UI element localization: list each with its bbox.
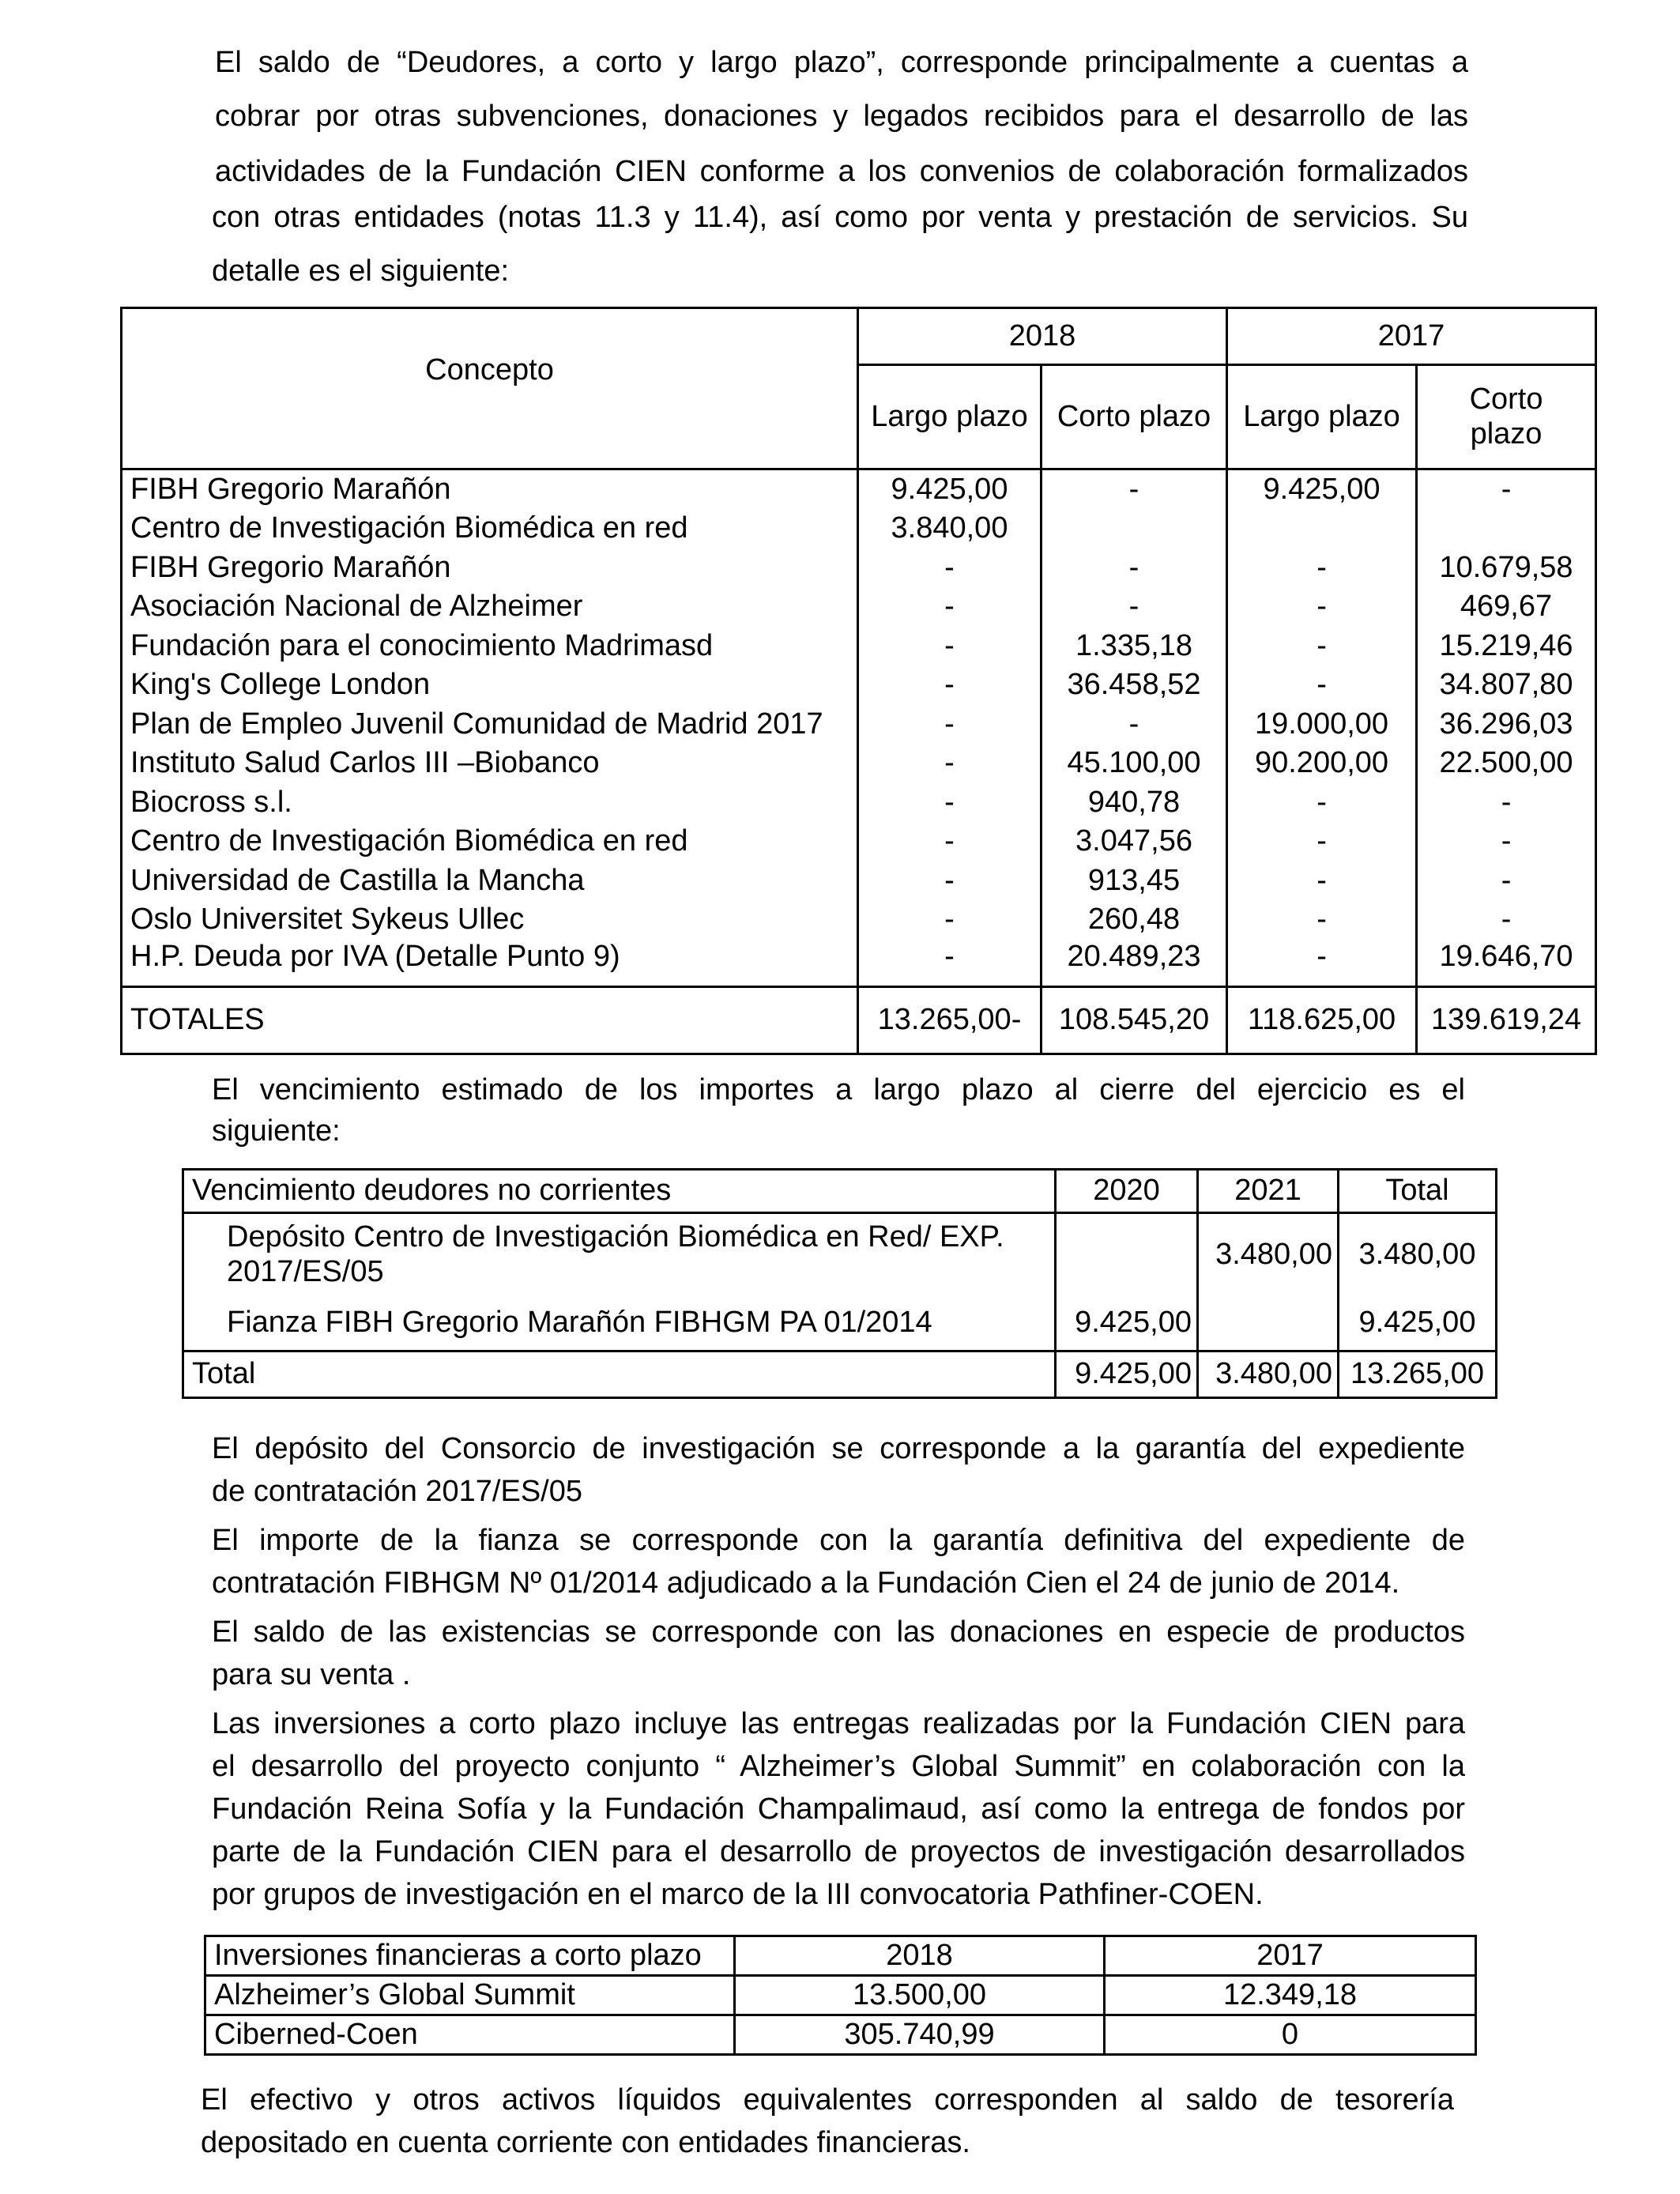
p4-line-1: Las inversiones a corto plazo incluye las entregas realizadas por la Fundación CIEN para	[212, 1707, 1465, 1740]
vencimiento-header-2020: 2020	[1056, 1170, 1198, 1213]
plazo-2017-word: plazo	[1470, 417, 1543, 450]
vencimiento-total-2021: 3.480,00	[1198, 1351, 1339, 1398]
intro-line-1: El saldo de “Deudores, a corto y largo plazo”, corresponde principalmente a cuentas a	[215, 46, 1468, 79]
row-largo-2018: -	[858, 548, 1042, 588]
deposito-label-line-2: 2017/ES/05	[227, 1255, 384, 1288]
vencimiento-intro-line-1: El vencimiento estimado de los importes a largo plazo al cierre del ejercicio es el	[212, 1073, 1465, 1106]
intro-line-5: detalle es el siguiente:	[212, 254, 510, 288]
row-concepto: Centro de Investigación Biomédica en red	[122, 823, 858, 862]
inversiones-row-2018: 13.500,00	[735, 1976, 1105, 2015]
intro-line-3: actividades de la Fundación CIEN conforme a los convenios de colaboración formalizados	[215, 155, 1468, 188]
p1-line-1: El depósito del Consorcio de investigación se corresponde a la garantía del expediente	[212, 1432, 1465, 1465]
row-concepto: FIBH Gregorio Marañón	[122, 548, 858, 588]
row-corto-2018: 1.335,18	[1042, 627, 1227, 666]
p4-line-4: parte de la Fundación CIEN para el desarrollo de proyectos de investigación desarrollados	[212, 1835, 1465, 1868]
row-largo-2017: -	[1227, 666, 1417, 706]
totales-largo-2018: 13.265,00-	[858, 987, 1042, 1054]
inversiones-header-label: Inversiones financieras a corto plazo	[205, 1936, 735, 1976]
vencimiento-row-deposito-label	[183, 1213, 1056, 1297]
row-largo-2018: -	[858, 666, 1042, 706]
row-corto-2017: 15.219,46	[1417, 627, 1596, 666]
vencimiento-header-total: Total	[1339, 1170, 1497, 1213]
intro-line-4: con otras entidades (notas 11.3 y 11.4), así como por venta y prestación de servicios. Su	[212, 201, 1468, 234]
closing-line-1: El efectivo y otros activos líquidos equivalentes corresponden al saldo de tesorería	[201, 2083, 1454, 2117]
row-corto-2018: 940,78	[1042, 783, 1227, 823]
vencimiento-intro-line-2: siguiente:	[212, 1114, 341, 1148]
row-corto-2018: 36.458,52	[1042, 666, 1227, 706]
row-corto-2017: -	[1417, 823, 1596, 862]
deposito-total: 3.480,00	[1339, 1213, 1497, 1297]
corto-plazo-2017-header	[1417, 365, 1596, 469]
row-corto-2017: 10.679,58	[1417, 548, 1596, 588]
row-largo-2018: -	[858, 783, 1042, 823]
row-concepto: Biocross s.l.	[122, 783, 858, 823]
row-concepto: FIBH Gregorio Marañón	[122, 469, 858, 510]
row-corto-2018: 3.047,56	[1042, 823, 1227, 862]
row-largo-2017: 9.425,00	[1227, 469, 1417, 510]
year-2017-header: 2017	[1227, 308, 1596, 365]
row-largo-2017: -	[1227, 861, 1417, 901]
row-corto-2017: -	[1417, 861, 1596, 901]
row-largo-2017: -	[1227, 783, 1417, 823]
vencimiento-header-label: Vencimiento deudores no corrientes	[183, 1170, 1056, 1213]
row-concepto: Universidad de Castilla la Mancha	[122, 861, 858, 901]
row-largo-2018: -	[858, 940, 1042, 987]
totales-corto-2018: 108.545,20	[1042, 987, 1227, 1054]
row-corto-2018: 260,48	[1042, 901, 1227, 941]
row-largo-2017: 90.200,00	[1227, 745, 1417, 784]
row-largo-2018: -	[858, 823, 1042, 862]
row-concepto: Instituto Salud Carlos III –Biobanco	[122, 745, 858, 784]
row-corto-2017: 22.500,00	[1417, 745, 1596, 784]
deposito-2020	[1056, 1213, 1198, 1297]
row-corto-2017: -	[1417, 901, 1596, 941]
year-2018-header: 2018	[858, 308, 1227, 365]
row-concepto: H.P. Deuda por IVA (Detalle Punto 9)	[122, 940, 858, 987]
row-largo-2018: -	[858, 627, 1042, 666]
vencimiento-total-total: 13.265,00	[1339, 1351, 1497, 1398]
row-corto-2017: 36.296,03	[1417, 705, 1596, 745]
row-largo-2018: -	[858, 901, 1042, 941]
totales-label: TOTALES	[122, 987, 858, 1054]
vencimiento-total-label: Total	[183, 1351, 1056, 1398]
row-concepto: Oslo Universitet Sykeus Ullec	[122, 901, 858, 941]
row-corto-2017: 34.807,80	[1417, 666, 1596, 706]
row-corto-2017: -	[1417, 783, 1596, 823]
inversiones-row-label: Alzheimer’s Global Summit	[205, 1976, 735, 2015]
p2-line-1: El importe de la fianza se corresponde con la garantía definitiva del expediente de	[212, 1524, 1465, 1557]
deposito-2021: 3.480,00	[1198, 1213, 1339, 1297]
row-largo-2018: 9.425,00	[858, 469, 1042, 510]
row-largo-2017: -	[1227, 627, 1417, 666]
inversiones-row-2017: 0	[1105, 2015, 1476, 2055]
row-concepto: King's College London	[122, 666, 858, 706]
corto-plazo-2018-header: Corto plazo	[1042, 365, 1227, 469]
p4-line-3: Fundación Reina Sofía y la Fundación Champalimaud, así como la entrega de fondos por	[212, 1793, 1465, 1826]
row-largo-2017: -	[1227, 588, 1417, 628]
fianza-total: 9.425,00	[1339, 1296, 1497, 1351]
p3-line-2: para su venta .	[212, 1658, 411, 1691]
row-largo-2017: -	[1227, 823, 1417, 862]
inversiones-header-2017: 2017	[1105, 1936, 1476, 1976]
p4-line-5: por grupos de investigación en el marco de la III convocatoria Pathfiner-COEN.	[212, 1878, 1264, 1911]
p4-line-2: el desarrollo del proyecto conjunto “ Alzheimer’s Global Summit” en colaboración con la	[212, 1750, 1465, 1783]
inversiones-table	[204, 1935, 1477, 2056]
p2-line-2: contratación FIBHGM Nº 01/2014 adjudicado a la Fundación Cien el 24 de junio de 2014.	[212, 1566, 1400, 1600]
row-concepto: Centro de Investigación Biomédica en red	[122, 510, 858, 549]
inversiones-header-2018: 2018	[735, 1936, 1105, 1976]
row-corto-2018: 20.489,23	[1042, 940, 1227, 987]
row-concepto: Plan de Empleo Juvenil Comunidad de Madrid 2017	[122, 705, 858, 745]
intro-line-2: cobrar por otras subvenciones, donaciones y legados recibidos para el desarrollo de las	[215, 100, 1468, 133]
p1-line-2: de contratación 2017/ES/05	[212, 1475, 583, 1508]
row-largo-2017: -	[1227, 548, 1417, 588]
concepto-header: Concepto	[122, 308, 858, 469]
largo-plazo-2018-header: Largo plazo	[858, 365, 1042, 469]
row-corto-2017: 469,67	[1417, 588, 1596, 628]
vencimiento-row-fianza-label: Fianza FIBH Gregorio Marañón FIBHGM PA 01/2014	[183, 1296, 1056, 1351]
row-corto-2018: -	[1042, 469, 1227, 510]
corto-2017-word: Corto	[1469, 382, 1543, 416]
fianza-2020: 9.425,00	[1056, 1296, 1198, 1351]
row-largo-2017	[1227, 510, 1417, 549]
row-largo-2018: 3.840,00	[858, 510, 1042, 549]
fianza-2021	[1198, 1296, 1339, 1351]
totales-corto-2017: 139.619,24	[1417, 987, 1596, 1054]
row-corto-2018: -	[1042, 705, 1227, 745]
row-corto-2018: -	[1042, 588, 1227, 628]
vencimiento-total-2020: 9.425,00	[1056, 1351, 1198, 1398]
row-largo-2018: -	[858, 705, 1042, 745]
deposito-label-line-1: Depósito Centro de Investigación Biomédica en Red/ EXP.	[227, 1220, 1004, 1254]
row-corto-2018: 913,45	[1042, 861, 1227, 901]
row-corto-2018	[1042, 510, 1227, 549]
inversiones-row-2017: 12.349,18	[1105, 1976, 1476, 2015]
row-largo-2018: -	[858, 588, 1042, 628]
row-corto-2017: -	[1417, 469, 1596, 510]
row-largo-2018: -	[858, 861, 1042, 901]
row-corto-2018: -	[1042, 548, 1227, 588]
inversiones-row-2018: 305.740,99	[735, 2015, 1105, 2055]
row-concepto: Fundación para el conocimiento Madrimasd	[122, 627, 858, 666]
deudores-table	[120, 307, 1597, 1055]
closing-line-2: depositado en cuenta corriente con entidades financieras.	[201, 2126, 970, 2159]
inversiones-row-label: Ciberned-Coen	[205, 2015, 735, 2055]
p3-line-1: El saldo de las existencias se corresponde con las donaciones en especie de productos	[212, 1615, 1465, 1649]
totales-largo-2017: 118.625,00	[1227, 987, 1417, 1054]
row-corto-2017	[1417, 510, 1596, 549]
vencimiento-header-2021: 2021	[1198, 1170, 1339, 1213]
row-corto-2018: 45.100,00	[1042, 745, 1227, 784]
row-corto-2017: 19.646,70	[1417, 940, 1596, 987]
row-concepto: Asociación Nacional de Alzheimer	[122, 588, 858, 628]
row-largo-2017: 19.000,00	[1227, 705, 1417, 745]
largo-plazo-2017-header: Largo plazo	[1227, 365, 1417, 469]
row-largo-2018: -	[858, 745, 1042, 784]
row-largo-2017: -	[1227, 901, 1417, 941]
row-largo-2017: -	[1227, 940, 1417, 987]
vencimiento-table	[182, 1168, 1497, 1399]
